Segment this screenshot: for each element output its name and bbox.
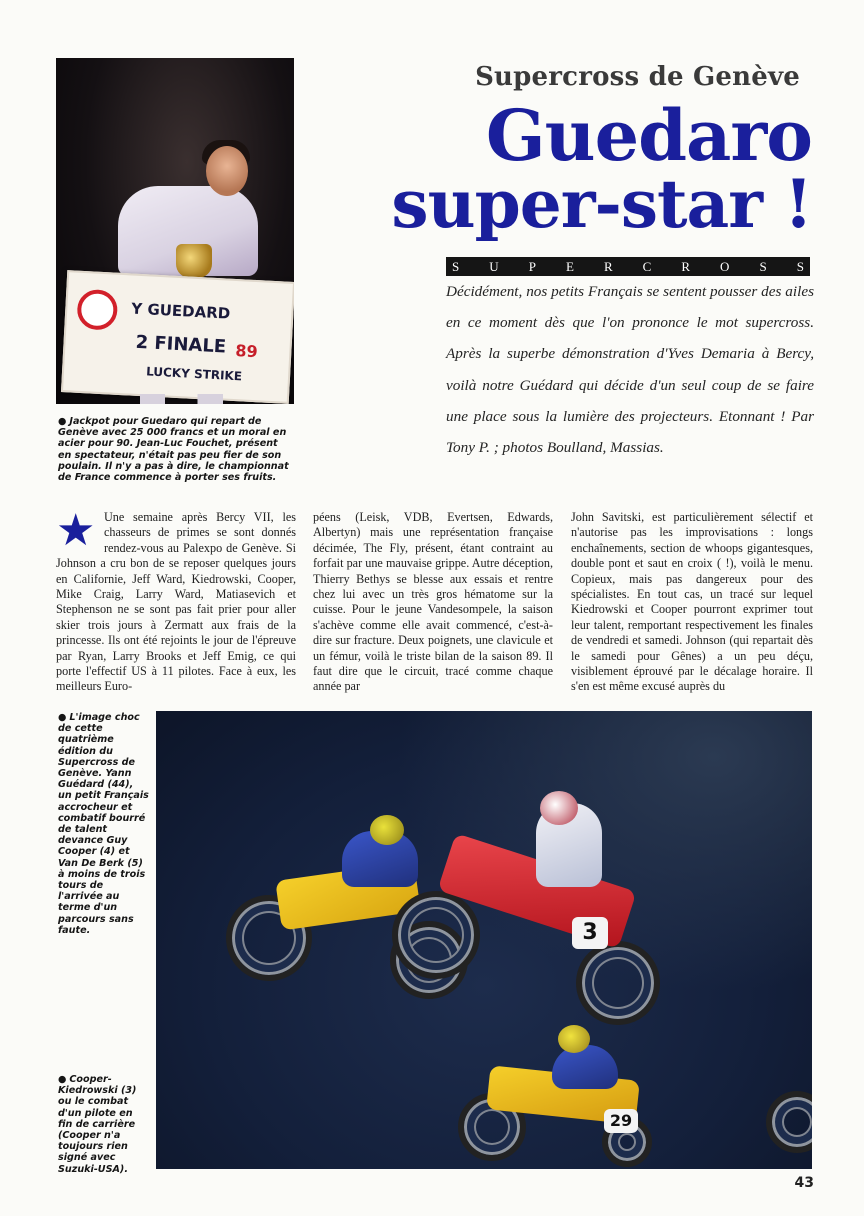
helmet bbox=[558, 1025, 590, 1053]
page-title-line-2: super-star ! bbox=[391, 165, 812, 243]
intro-paragraph: Décidément, nos petits Français se sentent pousser des ailes en ce moment dès que l'on prononce le mot supercross. Après la superbe démonstration d'Yves Demaria à Bercy, voilà notre Guédard qui décide d'un seul coup de se faire une place sous la lumière des projecteurs. Etonnant ! Par Tony P. ; photos Boulland, Massias. bbox=[446, 283, 814, 457]
top-photo-caption bbox=[58, 416, 294, 483]
section-letter: O bbox=[720, 258, 730, 274]
main-photo-caption-1-text: L'image choc de cette quatrième édition du Supercross de Genève. Yann Guédard (44), un petit Français accrocheur et combatif bourré de talent devance Guy Cooper (4) et Van De Berk (5) à moins de trois tours de l'arrivée au terme d'un parcours sans faute. bbox=[58, 712, 149, 936]
section-letter: C bbox=[642, 258, 652, 274]
number-plate: 3 bbox=[572, 917, 608, 949]
bike-wheel-edge bbox=[766, 1091, 812, 1153]
main-photo bbox=[156, 711, 812, 1169]
bike-wheel bbox=[392, 891, 480, 979]
rider-head bbox=[206, 146, 248, 196]
top-photo bbox=[56, 58, 294, 404]
section-letter: R bbox=[681, 258, 691, 274]
body-column-2: péens (Leisk, VDB, Evertsen, Edwards, Albertyn) mais une représentation française décimée, The Fly, présent, étant contraint au forfait par une mauvaise grippe. Autre déception, Thierry Bethys se blesse aux essais et rentre chez lui avec un très gros hématome sur la cuisse. Pour le jeune Vandesompele, la saison s'achève comme elle avait commencé, c'est-à-dire sur fracture. Deux poignets, une clavicule et un fémur, voilà le triste bilan de la saison 89. Il faut dire que le circuit, tracé comme chaque année par bbox=[313, 510, 553, 694]
sign-line-3: 89 bbox=[234, 341, 259, 362]
section-letter: S bbox=[452, 258, 460, 274]
rider bbox=[552, 1045, 618, 1089]
caption-bullet: ● bbox=[58, 416, 67, 427]
helmet bbox=[540, 791, 578, 825]
kicker: Supercross de Genève bbox=[475, 62, 800, 92]
page-number: 43 bbox=[794, 1175, 814, 1191]
top-photo-caption-text: Jackpot pour Guedaro qui repart de Genève avec 25 000 francs et un moral en acier pour 90. Jean-Luc Fouchet, présent en spectateur, n'était pas peu fier de son poulain. Il n'y a pas à dire, le championnat de France commence à porter ses fruits. bbox=[58, 416, 289, 484]
main-photo-caption-1 bbox=[58, 712, 150, 936]
page-title-line-1: Guedaro bbox=[485, 94, 812, 177]
star-icon: ★ bbox=[56, 510, 96, 556]
rider-legs bbox=[140, 394, 230, 404]
section-letter: E bbox=[565, 258, 574, 274]
sign-line-2: 2 FINALE bbox=[135, 331, 227, 358]
section-letter: S bbox=[796, 258, 804, 274]
section-letter: R bbox=[603, 258, 613, 274]
yellow-bike-bottom bbox=[452, 1021, 672, 1169]
sign-line-4: LUCKY STRIKE bbox=[145, 364, 243, 384]
bike-wheel bbox=[576, 941, 660, 1025]
caption-bullet: ● bbox=[58, 712, 67, 723]
caption-bullet: ● bbox=[58, 1074, 67, 1085]
lucky-strike-logo bbox=[76, 289, 118, 331]
main-photo-caption-2 bbox=[58, 1074, 150, 1175]
red-bike bbox=[392, 791, 672, 1031]
sign-line-1: Y GUEDARD bbox=[130, 299, 231, 323]
section-band bbox=[446, 257, 810, 276]
trophy bbox=[176, 244, 212, 278]
body-column-1-text: Une semaine après Bercy VII, les chasseurs de primes se sont donnés rendez-vous au Palexpo de Genève. Si Johnson a cru bon de se reposer quelques jours en Californie, Jeff Ward, Kiedrowski, Cooper, Mike Craig, Larry Ward, Matiasevich et Stephenson ne se sont pas fait prier pour aller skier trois jours à Zermatt aux frais de la princesse. Ils ont été rejoints le jour de l'épreuve par Ryan, Larry Brooks et Jeff Emig, ce qui porte l'effectif US à 11 pilotes. Face à eux, les meilleurs Euro- bbox=[56, 510, 296, 694]
section-letter: S bbox=[759, 258, 767, 274]
section-letter: P bbox=[528, 258, 536, 274]
body-column-3: John Savitski, est particulièrement sélectif et n'autorise pas les improvisations : longs enchaînements, section de whoops gigantesques, double pont et saut en croix ( !), voilà le menu. Copieux, mais pas dangereux pour des spécialistes. En tout cas, un tracé sur lequel Kiedrowski et Cooper pourront exprimer tout leur talent, remportant respectivement les finales de vendredi et samedi. Johnson (qui repartait dès le samedi pour Gênes) a un peu déçu, visiblement éprouvé par le décalage horaire. Il s'en est même excusé auprès du bbox=[571, 510, 813, 694]
prize-sign bbox=[61, 270, 294, 404]
number-plate: 29 bbox=[604, 1109, 638, 1133]
main-photo-caption-2-text: Cooper-Kiedrowski (3) ou le combat d'un pilote en fin de carrière (Cooper n'a toujours rien signé avec Suzuki-USA). bbox=[58, 1074, 137, 1175]
body-column-1 bbox=[56, 510, 296, 706]
section-letter: U bbox=[489, 258, 499, 274]
